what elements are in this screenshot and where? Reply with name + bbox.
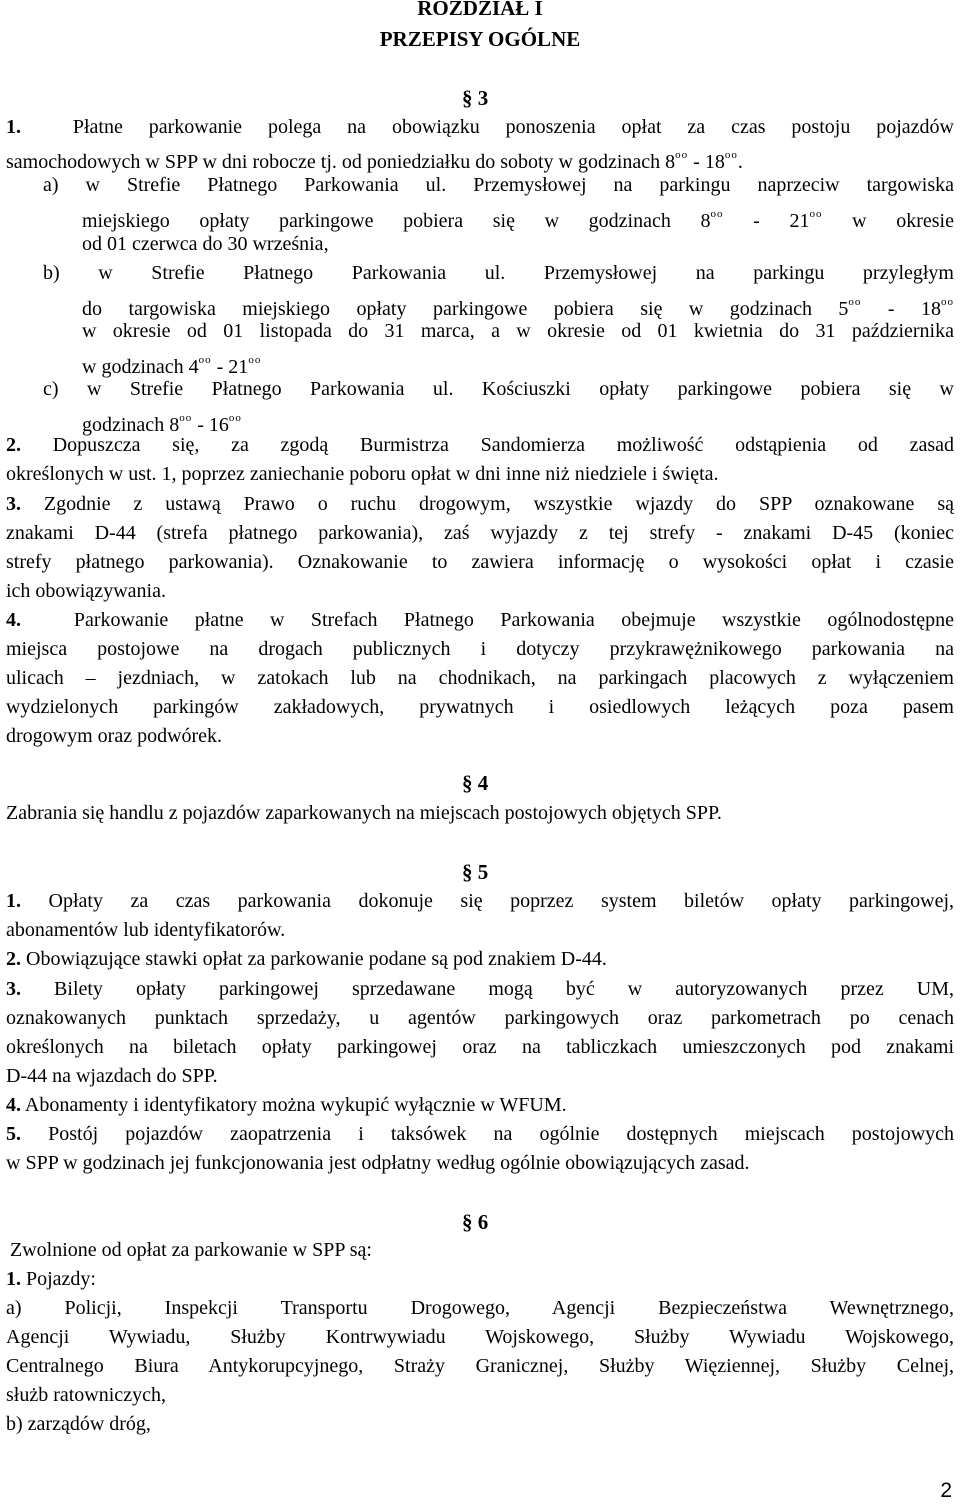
text: Płatne parkowanie polega na obowiązku ponoszenia opłat za czas postoju pojazdów	[72, 116, 954, 138]
page-number: 2	[940, 1479, 952, 1502]
text: - 21	[723, 210, 810, 232]
s3-p4-line2: miejsca postojowe na drogach publicznych i dotyczy przykrawężnikowego parkowania na	[6, 638, 954, 660]
text: Postój pojazdów zaopatrzenia i taksówek na ogólnie dostępnych miejscach postojowych	[48, 1123, 955, 1145]
superscript: oo	[248, 354, 262, 366]
s3-p2-line1	[6, 431, 954, 460]
s4-line1: Zabrania się handlu z pojazdów zaparkowanych na miejscach postojowych objętych SPP.	[6, 802, 722, 824]
text: Dopuszcza się, za zgodą Burmistrza Sandomierza możliwość odstąpienia od zasad	[52, 434, 954, 456]
item-number: 2.	[6, 948, 21, 970]
s5-p2-line1	[6, 945, 607, 974]
chapter-title: ROZDZIAŁ I	[417, 0, 543, 20]
item-number: 3.	[6, 493, 21, 515]
s3-p2-line2: określonych w ust. 1, poprzez zaniechanie poboru opłat w dni inne niż niedziele i święta.	[6, 463, 719, 485]
text: Obowiązujące stawki opłat za parkowanie podane są pod znakiem D-44.	[26, 948, 607, 970]
s3-p4-line5: drogowym oraz podwórek.	[6, 725, 223, 747]
superscript: oo	[710, 208, 724, 220]
text: Bilety opłaty parkingowej sprzedawane mogą być w autoryzowanych przez UM,	[54, 978, 954, 1000]
s6-intro: Zwolnione od opłat za parkowanie w SPP są:	[10, 1239, 372, 1261]
s6-a-line4: służb ratowniczych,	[6, 1384, 166, 1406]
s5-p4-line1	[6, 1091, 567, 1120]
s5-p3-line3: określonych na biletach opłaty parkingowej oraz na tabliczkach umieszczonych pod znakami	[6, 1036, 954, 1058]
item-number: 2.	[6, 434, 21, 456]
s5-p5-line2: w SPP w godzinach jej funkcjonowania jest odpłatny według ogólnie obowiązujących zasad.	[6, 1152, 750, 1174]
s3-a-line1: a) w Strefie Płatnego Parkowania ul. Przemysłowej na parkingu naprzeciw targowiska	[43, 174, 954, 196]
section-heading-3: § 3	[462, 86, 489, 110]
s3-p3-line3: strefy płatnego parkowania). Oznakowanie to zawiera informację o wysokości opłat i czasie	[6, 551, 954, 573]
s5-p3-line1	[6, 975, 954, 1004]
s3-p4-line3: ulicach – jezdniach, w zatokach lub na chodnikach, na parkingach placowych z wyłączeniem	[6, 667, 954, 689]
chapter-subtitle: PRZEPISY OGÓLNE	[379, 27, 581, 51]
item-number: 1.	[6, 890, 21, 912]
s6-a-line2: Agencji Wywiadu, Służby Kontrwywiadu Wojskowego, Służby Wywiadu Wojskowego,	[6, 1326, 954, 1348]
superscript: oo	[809, 208, 823, 220]
item-number: 4.	[6, 1094, 21, 1116]
s3-p3-line2: znakami D-44 (strefa płatnego parkowania), zaś wyjazdy z tej strefy - znakami D-45 (koniec	[6, 522, 954, 544]
s3-p4-line1	[6, 606, 954, 635]
text: - 21	[211, 356, 249, 378]
s5-p3-line4: D-44 na wjazdach do SPP.	[6, 1065, 218, 1087]
text: Pojazdy:	[26, 1268, 96, 1290]
s6-b-line1: b) zarządów dróg,	[6, 1413, 151, 1435]
text: godzinach 8	[82, 414, 180, 436]
text: w okresie	[822, 210, 954, 232]
superscript: oo	[940, 296, 954, 308]
item-number: 1.	[6, 1268, 21, 1290]
s3-p1-line1	[6, 113, 954, 142]
superscript: oo	[675, 149, 689, 161]
item-number: 4.	[6, 609, 21, 631]
superscript: oo	[228, 412, 242, 424]
text: Opłaty za czas parkowania dokonuje się poprzez system biletów opłaty parkingowej,	[48, 890, 954, 912]
s5-p1-line1	[6, 887, 954, 916]
text: do targowiska miejskiego opłaty parkingowe pobiera się w godzinach 5	[82, 298, 849, 320]
s3-b-line3: w okresie od 01 listopada do 31 marca, a w okresie od 01 kwietnia do 31 października	[82, 320, 954, 342]
s3-p3-line1	[6, 490, 954, 519]
text: - 16	[192, 414, 229, 436]
superscript: oo	[724, 149, 738, 161]
superscript: oo	[179, 412, 193, 424]
s6-p1-line1	[6, 1265, 96, 1294]
text: Abonamenty i identyfikatory można wykupić wyłącznie w WFUM.	[24, 1094, 567, 1116]
text: samochodowych w SPP w dni robocze tj. od poniedziałku do soboty w godzinach 8	[6, 151, 676, 173]
s3-p4-line4: wydzielonych parkingów zakładowych, prywatnych i osiedlowych leżących poza pasem	[6, 696, 954, 718]
text: - 18	[688, 151, 725, 173]
s3-p3-line4: ich obowiązywania.	[6, 580, 166, 602]
item-number: 5.	[6, 1123, 21, 1145]
s6-a-line3: Centralnego Biura Antykorupcyjnego, Straży Granicznej, Służby Więziennej, Służby Celnej,	[6, 1355, 954, 1377]
text: miejskiego opłaty parkingowe pobiera się w godzinach 8	[82, 210, 711, 232]
text: Parkowanie płatne w Strefach Płatnego Parkowania obejmuje wszystkie ogólnodostępne	[73, 609, 954, 631]
s3-a-line3: od 01 czerwca do 30 września,	[82, 233, 329, 255]
s3-b-line1: b) w Strefie Płatnego Parkowania ul. Przemysłowej na parkingu przyległym	[43, 262, 954, 284]
s5-p1-line2: abonamentów lub identyfikatorów.	[6, 919, 286, 941]
text: w godzinach 4	[82, 356, 199, 378]
superscript: oo	[848, 296, 862, 308]
s5-p5-line1	[6, 1120, 954, 1149]
s5-p3-line2: oznakowanych punktach sprzedaży, u agentów parkingowych oraz parkometrach po cenach	[6, 1007, 954, 1029]
s6-a-line1: a) Policji, Inspekcji Transportu Drogowego, Agencji Bezpieczeństwa Wewnętrznego,	[6, 1297, 954, 1319]
text: .	[737, 151, 743, 173]
item-number: 3.	[6, 978, 21, 1000]
section-heading-5: § 5	[462, 860, 489, 884]
text: Zgodnie z ustawą Prawo o ruchu drogowym, wszystkie wjazdy do SPP oznakowane są	[43, 493, 955, 515]
text: - 18	[861, 298, 941, 320]
section-heading-4: § 4	[462, 771, 489, 795]
section-heading-6: § 6	[462, 1210, 489, 1234]
superscript: oo	[198, 354, 212, 366]
s3-c-line1: c) w Strefie Płatnego Parkowania ul. Kościuszki opłaty parkingowe pobiera się w	[43, 378, 954, 400]
item-number: 1.	[6, 116, 21, 138]
